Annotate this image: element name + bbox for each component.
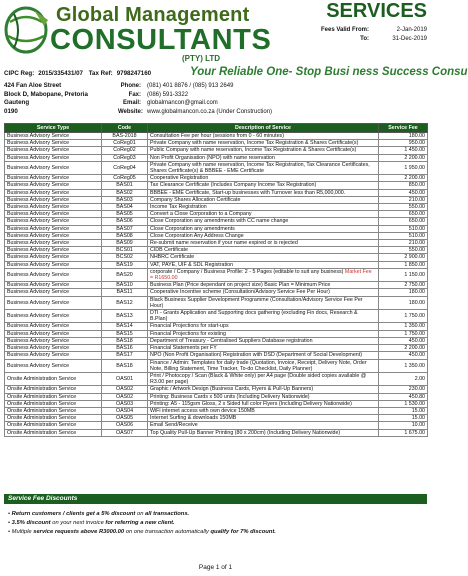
table-row <box>5 345 428 352</box>
fee-cell: 1 750.00 <box>379 330 428 337</box>
table-row <box>5 261 428 268</box>
description-cell: Re-submit name reservation if your name expired or is rejected <box>148 240 379 247</box>
table-row <box>5 240 428 247</box>
table-row <box>5 211 428 218</box>
tax-label: Tax Ref: <box>88 70 113 77</box>
table-row <box>5 133 428 140</box>
email-link[interactable]: globalmancon@gmail.com <box>147 100 218 106</box>
code-cell: BAS04 <box>102 204 148 211</box>
fee-cell: 450.80 <box>379 393 428 400</box>
service-type-cell: Onsite Administration Service <box>5 407 102 414</box>
code-cell: BAS01 <box>102 182 148 189</box>
fee-cell: 2 200.00 <box>379 345 428 352</box>
code-cell: CoReg01 <box>102 140 148 147</box>
service-type-cell: Business Advisory Service <box>5 323 102 330</box>
table-row <box>5 204 428 211</box>
description-cell: corporate / Company / Business Profile: 2 - 5 Pages (editable to suit any business) Market Fee = R1650.00 <box>148 268 379 281</box>
service-type-cell: Business Advisory Service <box>5 352 102 359</box>
code-cell: BAS09 <box>102 240 148 247</box>
table-row <box>5 386 428 393</box>
description-cell: Cooperative Incentive scheme (Consultation/Advisory Service Fee Per Hour) <box>148 289 379 296</box>
service-type-cell: Business Advisory Service <box>5 218 102 225</box>
brand-line-1: Global Management <box>56 4 250 26</box>
service-type-cell: Business Advisory Service <box>5 337 102 344</box>
table-header-row <box>5 124 428 133</box>
fee-cell: 210.00 <box>379 196 428 203</box>
registration-info <box>4 70 155 77</box>
contact-block <box>118 82 272 116</box>
fee-cell: 15.00 <box>379 407 428 414</box>
description-cell: Financial Statements per FY <box>148 345 379 352</box>
code-cell: OAS06 <box>102 422 148 429</box>
code-cell: BAS18 <box>102 359 148 372</box>
code-cell: OAS04 <box>102 407 148 414</box>
valid-to-value: 31-Dec-2019 <box>392 36 427 42</box>
table-row <box>5 218 428 225</box>
service-type-cell: Onsite Administration Service <box>5 415 102 422</box>
service-type-cell: Business Advisory Service <box>5 261 102 268</box>
address-line: 424 Fan Aloe Street <box>4 82 62 89</box>
table-row <box>5 289 428 296</box>
description-cell: Convert a Close Corporation to a Company <box>148 211 379 218</box>
service-type-cell: Onsite Administration Service <box>5 429 102 436</box>
code-cell: CoReg05 <box>102 175 148 182</box>
description-cell: Print / Photocopy / Scan (Black & White only) per A4 page (Double sided copies available @ R3.00 per page) <box>148 372 379 385</box>
fee-cell: 2 900.00 <box>379 254 428 261</box>
table-row <box>5 196 428 203</box>
service-type-cell: Business Advisory Service <box>5 225 102 232</box>
code-cell: CoReg02 <box>102 147 148 154</box>
service-type-cell: Business Advisory Service <box>5 296 102 309</box>
fee-cell: 950.00 <box>379 140 428 147</box>
table-row <box>5 268 428 281</box>
discounts-list <box>8 510 276 537</box>
code-cell: BAS07 <box>102 225 148 232</box>
fee-cell: 180.00 <box>379 133 428 140</box>
brand-line-3: (PTY) LTD <box>182 54 221 63</box>
service-type-cell: Business Advisory Service <box>5 204 102 211</box>
fax-label: Fax: <box>128 91 141 98</box>
code-cell: BAS-2018 <box>102 133 148 140</box>
description-cell: Income Tax Registration <box>148 204 379 211</box>
fee-cell: 1 350.00 <box>379 359 428 372</box>
globe-icon <box>4 6 54 62</box>
description-cell: CIDB Certificate <box>148 247 379 254</box>
description-cell: Consultation Fee per hour (sessions from 0 - 60 minutes) <box>148 133 379 140</box>
description-cell: NHBRC Certificate <box>148 254 379 261</box>
code-cell: CoReg04 <box>102 161 148 174</box>
code-cell: OAS07 <box>102 429 148 436</box>
service-type-cell: Onsite Administration Service <box>5 400 102 407</box>
description-cell: Printing: Business Cards x 500 units (Including Delivery Nationwide) <box>148 393 379 400</box>
service-type-cell: Onsite Administration Service <box>5 393 102 400</box>
service-type-cell: Business Advisory Service <box>5 232 102 239</box>
table-row <box>5 372 428 385</box>
table-row <box>5 140 428 147</box>
fee-cell: 510.00 <box>379 232 428 239</box>
code-cell: OAS05 <box>102 415 148 422</box>
service-type-cell: Business Advisory Service <box>5 182 102 189</box>
table-row <box>5 422 428 429</box>
website-link[interactable]: www.globalmancon.co.za (Under Construction) <box>147 108 273 115</box>
service-type-cell: Onsite Administration Service <box>5 372 102 385</box>
address-line: 0190 <box>4 107 18 115</box>
company-logo <box>4 2 272 64</box>
table-row <box>5 407 428 414</box>
code-cell: BAS10 <box>102 282 148 289</box>
description-cell: Email Send/Receive <box>148 422 379 429</box>
service-type-cell: Business Advisory Service <box>5 240 102 247</box>
fee-cell: 10.00 <box>379 422 428 429</box>
description-cell: Black Business Supplier Development Programme (Consultation/Advisory Service Fee Per Hour) <box>148 296 379 309</box>
service-type-cell: Onsite Administration Service <box>5 422 102 429</box>
description-cell: Cooperative Registration <box>148 175 379 182</box>
table-row <box>5 247 428 254</box>
table-row <box>5 310 428 323</box>
code-cell: BAS03 <box>102 196 148 203</box>
table-row <box>5 429 428 436</box>
phone-label: Phone: <box>120 83 141 89</box>
code-cell: BAS08 <box>102 232 148 239</box>
description-cell: WiFi internet access with own device 150MB <box>148 407 379 414</box>
description-cell: Close Corporation Any Address Change <box>148 232 379 239</box>
market-fee-note: Market Fee = R1650.00 <box>150 268 372 282</box>
code-cell: OAS02 <box>102 386 148 393</box>
code-cell: BAS13 <box>102 310 148 323</box>
table-row <box>5 323 428 330</box>
service-type-cell: Business Advisory Service <box>5 268 102 281</box>
code-cell: BAS15 <box>102 330 148 337</box>
description-cell: Financial Projections for existing <box>148 330 379 337</box>
fee-cell: 1 850.00 <box>379 261 428 268</box>
description-cell: Top Quality Pull-Up Banner Printing (80 x 200cm) (Including Delivery Nationwide) <box>148 429 379 436</box>
table-row <box>5 296 428 309</box>
fee-cell: 180.00 <box>379 296 428 309</box>
description-cell: Tax Clearance Certificate (Includes Company Income Tax Registration) <box>148 182 379 189</box>
column-header-description: Description of Service <box>148 124 379 133</box>
column-header-code: Code <box>102 124 148 133</box>
fees-validity <box>299 26 427 44</box>
fee-cell: 1 350.00 <box>379 323 428 330</box>
service-type-cell: Business Advisory Service <box>5 247 102 254</box>
fee-cell: 550.00 <box>379 204 428 211</box>
fee-cell: 510.00 <box>379 225 428 232</box>
discounts-title: Service Fee Discounts <box>4 494 427 504</box>
service-type-cell: Business Advisory Service <box>5 282 102 289</box>
fee-cell: 1 950.00 <box>379 161 428 174</box>
fee-cell: 450.00 <box>379 352 428 359</box>
code-cell: BCS01 <box>102 247 148 254</box>
description-cell: NPO (Non Profit Organisation) Registration with DSD (Department of Social Development) <box>148 352 379 359</box>
table-row <box>5 330 428 337</box>
description-cell: Company Shares Allocation Certificate <box>148 196 379 203</box>
service-type-cell: Business Advisory Service <box>5 196 102 203</box>
table-row <box>5 147 428 154</box>
table-row <box>5 337 428 344</box>
fee-cell: 230.00 <box>379 386 428 393</box>
valid-from-value: 2-Jan-2019 <box>396 27 427 33</box>
table-row <box>5 175 428 182</box>
page-title: SERVICES <box>326 0 427 22</box>
service-type-cell: Business Advisory Service <box>5 211 102 218</box>
fee-cell: 450.00 <box>379 337 428 344</box>
code-cell: OAS03 <box>102 400 148 407</box>
service-type-cell: Business Advisory Service <box>5 175 102 182</box>
code-cell: BAS02 <box>102 189 148 196</box>
code-cell: BAS19 <box>102 261 148 268</box>
table-row <box>5 359 428 372</box>
code-cell: BAS16 <box>102 345 148 352</box>
description-cell: Business Plan (Price dependant on project size) Basic Plan = Minimum Price <box>148 282 379 289</box>
code-cell: BCS02 <box>102 254 148 261</box>
description-cell: Finance / Admin: Templates for daily trade (Quotation, Invoice, Receipt, Delivery Note, Order Note, Billing Statement, Time Tracker, To-do Checklist, Daily Planner) <box>148 359 379 372</box>
fee-cell: 2 200.00 <box>379 175 428 182</box>
table-row <box>5 352 428 359</box>
fee-cell: 2 200.00 <box>379 154 428 161</box>
services-table <box>4 123 428 437</box>
description-cell: Public Company with name reservation, Income Tax Registration & Shares Certificate(s) <box>148 147 379 154</box>
description-cell: Printing: A5 - 115gsm Gloss, 2 x Sided full color Flyers (Including Delivery Nationwide) <box>148 400 379 407</box>
fee-cell: 2.00 <box>379 372 428 385</box>
fee-cell: 650.00 <box>379 218 428 225</box>
fee-cell: 1 530.00 <box>379 400 428 407</box>
code-cell: CoReg03 <box>102 154 148 161</box>
description-cell: Financial Projections for start-ups <box>148 323 379 330</box>
cipc-value: 2015/335431/07 <box>38 70 83 77</box>
service-type-cell: Business Advisory Service <box>5 161 102 174</box>
code-cell: OAS02 <box>102 393 148 400</box>
address-line: Gauteng <box>4 99 30 106</box>
table-row <box>5 254 428 261</box>
description-cell: Private Company with name reservation, Income Tax Registration, Tax Clearance Certificates, Shares Certificate(s) & BBBEE - EME Certificate <box>148 161 379 174</box>
table-row <box>5 225 428 232</box>
description-cell: Private Company with name reservation, Income Tax Registration & Shares Certificate(s) <box>148 140 379 147</box>
header <box>0 0 431 68</box>
code-cell: BAS14 <box>102 323 148 330</box>
cipc-label: CIPC Reg: <box>4 70 35 77</box>
code-cell: OAS01 <box>102 372 148 385</box>
tax-value: 9798247160 <box>116 70 152 77</box>
tagline: Your Reliable One- Stop Busi ness Success Consu <box>190 66 468 78</box>
description-cell: Close Corporation any amendments with CC name change <box>148 218 379 225</box>
table-row <box>5 232 428 239</box>
code-cell: BAS06 <box>102 218 148 225</box>
fee-cell: 650.00 <box>379 211 428 218</box>
service-type-cell: Business Advisory Service <box>5 345 102 352</box>
fax-value: (086) 591-3322 <box>147 91 189 98</box>
discount-item: • Return customers / clients get a 5% discount on all transactions. <box>8 511 190 517</box>
table-row <box>5 415 428 422</box>
table-row <box>5 189 428 196</box>
website-label: Website: <box>118 108 143 115</box>
table-row <box>5 282 428 289</box>
service-type-cell: Business Advisory Service <box>5 330 102 337</box>
service-type-cell: Business Advisory Service <box>5 154 102 161</box>
code-cell: BAS05 <box>102 211 148 218</box>
code-cell: BAS18 <box>102 337 148 344</box>
fee-cell: 1 150.00 <box>379 268 428 281</box>
code-cell: BAS20 <box>102 268 148 281</box>
fee-cell: 210.00 <box>379 240 428 247</box>
fee-cell: 1 450.00 <box>379 147 428 154</box>
email-label: Email: <box>122 100 141 106</box>
fee-cell: 2 750.00 <box>379 282 428 289</box>
page-number: Page 1 of 1 <box>198 564 233 571</box>
phone-value: (081) 401 8876 / (085) 913 2649 <box>147 83 234 89</box>
service-type-cell: Business Advisory Service <box>5 289 102 296</box>
code-cell: BAS11 <box>102 289 148 296</box>
service-type-cell: Business Advisory Service <box>5 310 102 323</box>
column-header-fee: Service Fee <box>379 124 428 133</box>
brand-line-2: CONSULTANTS <box>50 24 272 56</box>
fee-cell: 850.00 <box>379 182 428 189</box>
address-block <box>4 82 88 116</box>
table-row <box>5 400 428 407</box>
table-row <box>5 161 428 174</box>
description-cell: Close Corporation any amendments <box>148 225 379 232</box>
description-cell: Department of Treasury - Centralised Suppliers Database registration <box>148 337 379 344</box>
service-type-cell: Business Advisory Service <box>5 140 102 147</box>
valid-to-label: To: <box>360 36 369 42</box>
table-row <box>5 182 428 189</box>
valid-from-label: Fees Valid From: <box>320 27 369 33</box>
column-header-service-type: Service Type <box>5 124 102 133</box>
fee-cell: 15.00 <box>379 415 428 422</box>
service-type-cell: Business Advisory Service <box>5 133 102 140</box>
address-line: Block D, Mabopane, Pretoria <box>4 90 88 98</box>
service-type-cell: Business Advisory Service <box>5 147 102 154</box>
discount-item: • 3.5% discount on your next invoice for referring a new client. <box>8 520 175 526</box>
fee-cell: 180.00 <box>379 289 428 296</box>
code-cell: BAS12 <box>102 296 148 309</box>
description-cell: Non Profit Organisation (NPO) with name reservation <box>148 154 379 161</box>
table-row <box>5 393 428 400</box>
description-cell: VAT, PAYE, UIF & SDL Registration <box>148 261 379 268</box>
description-cell: Graphic / Artwork Design (Business Cards, Flyers & Pull-Up Banners) <box>148 386 379 393</box>
service-type-cell: Business Advisory Service <box>5 359 102 372</box>
description-cell: BBBEE - EME Certificate, Start-up businesses with Turnover less than R5,000,000. <box>148 189 379 196</box>
description-cell: Internet Surfing & downloads 150MB <box>148 415 379 422</box>
fee-cell: 1 675.00 <box>379 429 428 436</box>
table-row <box>5 154 428 161</box>
discount-item: • Multiple service requests above R3000.00 on one transaction automatically qualify for 7% discount. <box>8 529 276 535</box>
service-type-cell: Onsite Administration Service <box>5 386 102 393</box>
description-cell: DTI - Grants Application and Supporting docs gathering (excluding Fin docs, Research & B.Plan) <box>148 310 379 323</box>
fee-cell: 1 750.00 <box>379 310 428 323</box>
fee-cell: 450.00 <box>379 189 428 196</box>
code-cell: BAS17 <box>102 352 148 359</box>
fee-cell: 550.00 <box>379 247 428 254</box>
service-type-cell: Business Advisory Service <box>5 254 102 261</box>
service-type-cell: Business Advisory Service <box>5 189 102 196</box>
table-body <box>5 133 428 437</box>
